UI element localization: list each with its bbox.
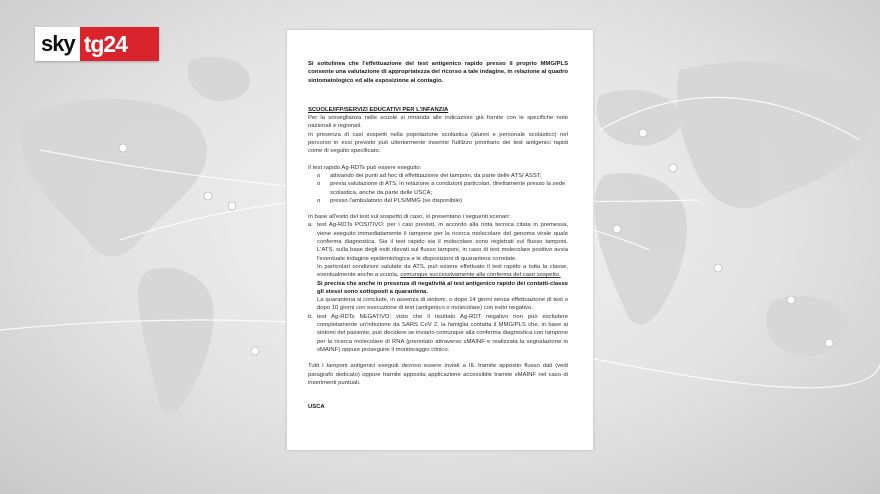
scenario-b [308,313,568,354]
footer-heading: USCA [308,404,325,411]
scenario-a-bold: Si precisa che anche in presenza di negatività al test antigenico rapido dei contatti-classe gli stessi sono sottoposti a quarantena. [317,280,568,295]
map-node-1 [119,144,127,152]
scenario-a-text-3: La quarantena si conclude, in assenza di sintomi, o dopo 14 giorni senza effettuazione di test o dopo 10 giorni con esecuzione di test (antigenico o molecolare) con esito negativo. [317,297,568,312]
bullet-item: o attivando dei punti ad hoc di effettuazione dei tamponi, da parte delle ATS/ ASST; [308,172,568,180]
paragraph-1: Per la sorveglianza nelle scuole si rimanda alle indicazioni già fornite con le specifiche note nazionali e regionali. [308,115,568,130]
scenario-a-text-2-underlined: comunque successivamente alla conferma del caso sospetto. [400,272,561,279]
logo-tg24-text: tg24 [80,27,159,61]
map-node-10 [825,339,833,347]
north-america-shape [19,99,207,257]
bullet-item: o previa valutazione di ATS, in relazione a condizioni particolari, direttamente presso la sede scolastica, anche da parte delle USCA; [308,180,568,197]
europe-shape [597,90,682,146]
paragraph-3: Il test rapido Ag-RDTs può essere eseguito: [308,164,422,171]
map-node-6 [669,164,677,172]
africa-shape [595,173,687,324]
paragraph-4: In base all'esito del test sul sospetto di caso, si presentano i seguenti scenari: [308,214,511,221]
map-node-5 [639,129,647,137]
map-node-2 [204,192,212,200]
logo-sky-text: sky [35,27,80,61]
document-page [287,30,593,450]
greenland-shape [188,57,250,101]
south-america-shape [138,268,214,415]
skytg24-logo [35,27,159,61]
scenario-a-text-2 [317,263,568,280]
map-node-8 [714,264,722,272]
map-node-9 [787,296,795,304]
map-node-3 [228,202,236,210]
section-heading: SCUOLE/IFP/SERVIZI EDUCATIVI PER L'INFANZIA [308,106,449,113]
map-node-7 [613,225,621,233]
scenario-a-text: test Ag-RDTs POSITIVO: per i casi previsti, in accordo alla nota tecnica citata in premessa, viene eseguito immediatamente il tampone per la ricerca molecolare del genoma virale quale conferma diagnostica. Sia il test rapido sia il molecolare sono registrati sul flusso tamponi. L'ATS, sulla base degli esiti rilevati sul flusso tamponi, in caso di test molecolare positivo avvia l'eventuale indagine epidemiologica e le disposizioni di quarantena correlate. [317,222,568,262]
scenario-a-text-2-plain: In particolari condizioni valutate da ATS, può essere effettuato il test rapido a tutta la classe, eventualmente anche a scuola, [317,263,568,279]
paragraph-2: In presenza di casi sospetti nella popolazione scolastica (alunni e personale scolastico) nel percorso in essi previsto può ulteriormente inserirsi l'utilizzo prioritario dei test antigenici rapidi come di seguito specificato. [308,131,568,155]
scenario-b-label: b. [308,313,313,320]
paragraph-5: Tutti i tamponi antigenici eseguiti devono essere inviati a IIL tramite apposito flusso dati (vedi paragrafo dedicato) oppure tramite apposita applicazione accessibile tramite sMAINF nel caso di inserimenti puntuali. [308,363,568,386]
intro-paragraph: Si sottolinea che l'effettuazione del test antigenico rapido presso il proprio MMG/PLS consente una valutazione di appropriatezza del ricorso a tale indagine, in relazione al quadro sintomatologico ed alla esposizione al contagio. [308,61,568,84]
scenario-b-text: test Ag-RDTs NEGATIVO: visto che il risultato Ag-RDT negativo non può escludere completamente un'infezione da SARS CoV 2, la famiglia contatta il MMG/PLS che, in base ai sintomi del paziente, può decidere se inviarlo comunque alla conferma diagnostica con tampone per la ricerca molecolare di RNA (prenotato attraverso sMAINF e realizzata la segnalazione in sMAINF) oppure proseguire il monitoraggio clinico. [317,313,568,353]
scenario-a [308,221,568,312]
asia-shape [677,62,872,208]
bullet-item: o presso l'ambulatorio del PLS/MMG (se disponibile) [308,197,568,205]
map-node-4 [251,347,259,355]
scenario-a-label: a. [308,222,313,229]
australia-shape [766,296,848,356]
